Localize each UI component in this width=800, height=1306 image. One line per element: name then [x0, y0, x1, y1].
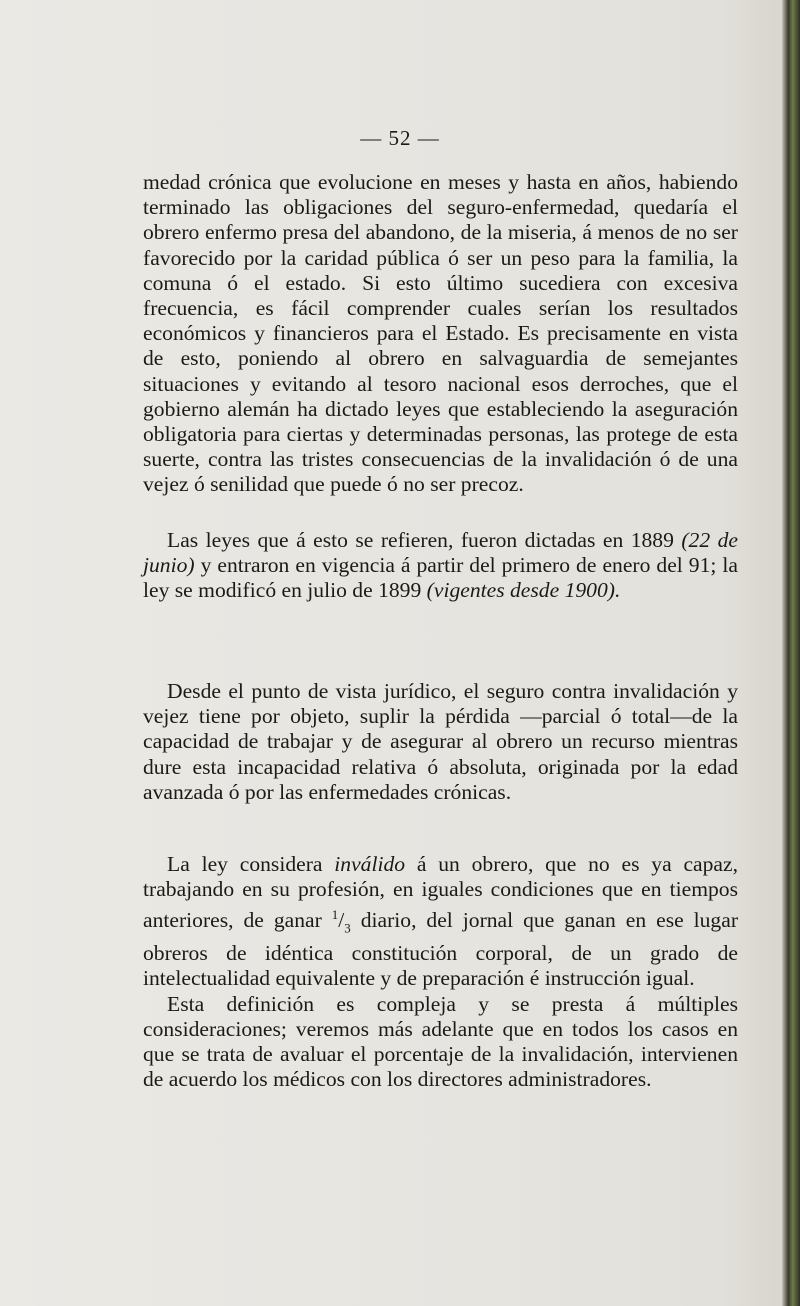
- fraction-numerator: 1: [331, 907, 339, 923]
- paragraph-3-block: [143, 679, 738, 805]
- paragraph-2-block: [143, 528, 738, 604]
- paragraph: Esta definición es compleja y se presta á múltiples consideraciones; veremos más adelante que en todos los casos en que se trata de avaluar el porcentaje de la invalidación, intervienen de acuerdo los médicos con los directores administradores.: [143, 991, 738, 1092]
- paragraph-text: á un obrero, que no es ya capaz, trabajando en su profesión, en iguales condiciones que en tiempos anteriores, de ganar: [143, 852, 739, 933]
- page-number: — 52 —: [360, 126, 440, 150]
- italic-date: (22 de junio): [143, 528, 738, 578]
- paragraph-text: Las leyes que á esto se refieren, fueron dictadas en 1889: [167, 528, 682, 552]
- paragraph: medad crónica que evolucione en meses y hasta en años, habiendo terminado las obligaciones del seguro-enfermedad, quedaría el obrero enfermo presa del abandono, de la miseria, á menos de no ser favorecido por la caridad pública ó ser un peso para la familia, la comuna ó el estado. Si esto último sucediera con excesiva frecuencia, es fácil comprender cuales serían los resultados económicos y financieros para el Estado. Es precisamente en vista de esto, poniendo al obrero en salvaguardia de semejantes situaciones y evitando al tesoro nacional esos derroches, que el gobierno alemán ha dictado leyes que estableciendo la aseguración obligatoria para ciertas y determinadas personas, las protege de esta suerte, contra las tristes consecuencias de la invalidación ó de una vejez ó senilidad que puede ó no ser precoz.: [143, 170, 738, 497]
- paragraph: La ley considera inválido á un obrero, que no es ya capaz, trabajando en su profesión, en iguales condiciones que en tiempos anteriores, de ganar $^1/_3$ diario, del jornal que ganan en ese lugar obreros de idéntica constitución corporal, de un grado de intelectualidad equivalente y de preparación é instrucción igual.: [143, 852, 739, 991]
- paragraph-text: y entraron en vigencia á partir del primero de enero del 91; la ley se modificó en julio de 1899: [143, 553, 738, 603]
- paragraph-1-block: [143, 170, 738, 498]
- paragraph-text: La ley considera: [167, 852, 335, 876]
- page-edge: [782, 0, 800, 1306]
- fraction-denominator: 3: [344, 920, 351, 936]
- paragraph: Desde el punto de vista jurídico, el seguro contra invalidación y vejez tiene por objeto, suplir la pérdida —parcial ó total—de la capacidad de trabajar y de asegurar al obrero un recurso mientras dure esta incapacidad relativa ó absoluta, originada por la edad avanzada ó por las enfermedades crónicas.: [143, 679, 738, 804]
- paragraph: [143, 528, 738, 604]
- paragraph-4-block: [143, 852, 738, 1092]
- italic-term: inválido: [334, 852, 406, 876]
- paragraph-text: diario, del jornal que ganan en ese lugar obreros de idéntica constitución corporal, de un grado de intelectualidad equivalente y de preparación é instrucción igual.: [143, 908, 739, 991]
- italic-note: (vigentes desde 1900).: [426, 578, 621, 603]
